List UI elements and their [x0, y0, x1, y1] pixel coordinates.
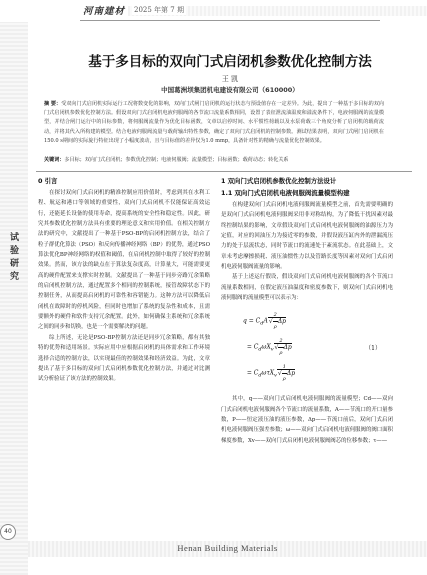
method-paragraph-3: 其中，q——双向门式启闭机电液伺服阀的流量模型；Cd——双向门式启闭机电液伺服阀各个节流口的流量系数，A——节流口的开口量参数，P——恒定液压油的液压参数，Δp——节流口前后，双向门式启闭机电液伺服阀压强差参数；ω——双向门式启闭机电液伺服阀的阀口面积梯度参数，Xv——双向门式启闭机电液伺服阀阀芯的位移参数；τ——	[221, 396, 393, 444]
issue-number: 2025 年第 7 期	[134, 6, 184, 14]
left-margin-band	[0, 0, 28, 575]
abstract	[44, 100, 384, 146]
paper-title: 基于多目标的双向门式启闭机参数优化控制方法	[88, 54, 372, 70]
author: 王 凯	[221, 75, 239, 83]
subsection-heading: 1.1 双向门式启闭机电液伺服阀流量模型构建	[221, 189, 350, 197]
keywords	[44, 156, 384, 165]
page-header	[0, 0, 427, 22]
method-paragraph-1: 在构建双向门式启闭机电液伺服阀流量模型之前，首先需要明确的是双向门式启闭机电液伺服阀采用非对称结构，为了降低干扰因素对最终控制结果的影响，文章假设双向门式启闭机电液伺服阀的油源压力为定值，对应的回油压力为接近零的参数，并假设液压缸内外的泄漏流压力的处于层流状态，同时节流口的流速处于紊流状态。在此基础上，文章未考虑摩擦损耗、液压油惯性力以及管路长度等因素对双向门式启闭机电液伺服阀流量的影响。	[221, 202, 393, 271]
equation-line-1: $q = C_dA√$ $\frac{2}{\rho}$ Δp	[243, 312, 287, 330]
equation-1	[221, 306, 393, 390]
keywords-label: 关键词：	[44, 157, 65, 163]
equation-number: （1）	[365, 345, 381, 353]
equation-line-2: = $C_d\omega X_v√$ $\frac{2}{\rho}$ Δp	[243, 338, 292, 356]
intro-paragraph-1: 在探讨双向门式启闭机的精准控制应用价值时，考虑到其在水利工程、航运和港口等领域的重要性，双向门式启闭机不仅能保证高效运行，还能延长设备的使用寿命，提高系统的安全性和稳定性。因此，研究其参数优化控制方法具有重要的理论意义和实用价值。在相关控制方法的研究中，文献提出了一种基于PSO-BP的启闭机控制方法，结合了粒子群优化算法（PSO）和反向传播神经网络（BP）的优势，通过PSO算法优化BP神经网络的权值和阈值，在启闭机控制中取得了较好的控制效果。然而，该方法的缺点在于算法复杂度高，计算量大，可能需要更高的硬件配置来支撑实时控制。文献提出了一种基于同步旁路冗余策略的启闭机控制方法，通过配置多个相同的控制系统，接管故障状态下的控制任务，从而提高启闭机的可靠性和容错能力。这种方法可以降低启闭机在故障时的停机风险，但同时也增加了系统的复杂性和成本，且需要额外的硬件和软件支持冗余配置。此外，如何确保主系统和冗余系统之间的同步和切换，也是一个需要解决的问题。	[38, 190, 210, 331]
affiliation: 中国葛洲坝集团机电建设有限公司（610000）	[161, 86, 299, 94]
section-divider	[36, 171, 412, 172]
abstract-text: 受双向门式启闭机实际运行工况将数变化的影响，双向门式闸门启闭机的运行状态与预设值存在一定差异。为此，提出了一种基于多目标的双向门式启闭机参数优化控制方法。假设双向门式启闭机电液伺服阀的各节流口流量系数相同，设置了表征泄流油温度和溢流条件下，电液伺服阀的流量模型，并结合闸门运行中的目标参数，将伺服阀流量作为优化目标函数，文章以启停时间、水平惯性荷载以及水泵荷载三个角度分析了启闭机的载荷流动，并将其代入所构建的模型。结合电液伺服阀流量与载荷输出特性参数，确定了双向门式启闭机的控制参数。测试结果表明，双向门式闸门启闭机在150.0 s期间的实际旋行特征出现了小幅度波动，且与目标值的差异仅为1.0 mmp，具备针对性的精确与流量优化控制效果。	[44, 101, 384, 144]
journal-name: 河南建材	[80, 3, 128, 17]
abstract-label: 摘 要：	[44, 101, 62, 107]
section-side-label: 试验研究	[10, 233, 20, 282]
right-column	[221, 176, 393, 446]
page-number: 40	[0, 524, 16, 540]
method-heading: 1 双向门式启闭机参数优化控制方法设计	[221, 177, 337, 185]
keywords-text: 多目标；双向门式启闭机；参数优化控制；电液伺服阀；流量模型；目标函数；载荷动态；转化关系	[64, 157, 289, 163]
left-column	[38, 176, 210, 385]
intro-paragraph-2: 综上所述，无论是PSO-BP控制方法还是同步冗余策略，都有其独特的优势和适用场景。实际应用中应根据启闭机的具体需求和工作环境选择合适的控制方法，以实现最佳的控制效果和经济效益。为此，文章提出了基于多目标的双向门式启闭机参数优化控制方法，并通过对比测试分析验证了该方法的控制效果。	[38, 334, 210, 383]
header-rule	[80, 20, 380, 21]
footer-journal: Henan Building Materials	[177, 543, 278, 553]
method-paragraph-2: 基于上述运行假设，假设双向门式启闭机电液伺服阀的各个节流口流量系数相同，在假定液压油温度和密度参数下，则双向门式启闭机电液伺服阀的流量模型可以表示为：	[221, 274, 393, 302]
intro-heading: 0 引言	[38, 177, 58, 185]
equation-line-3: = $C_d\omega\tau X_v√$ $\frac{1}{\rho}$ Δp	[243, 364, 296, 382]
